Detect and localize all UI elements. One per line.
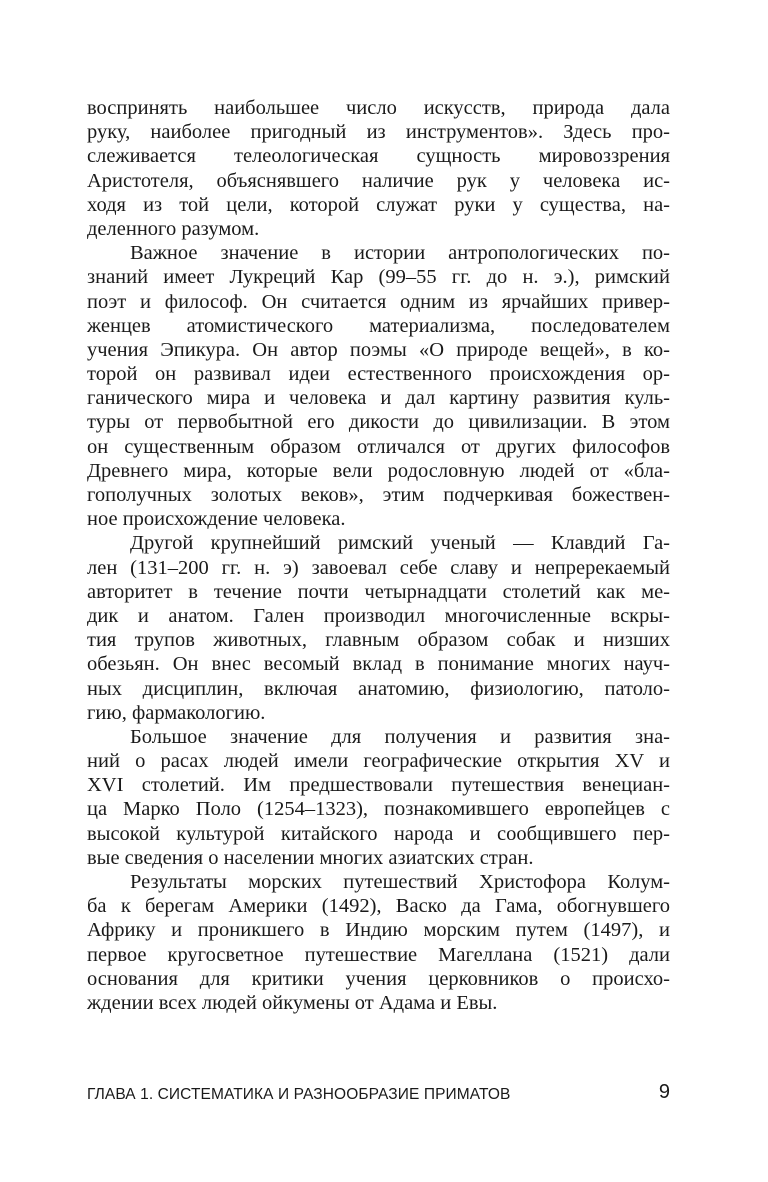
text-line: туры от первобытной его дикости до цивилизации. В этом — [87, 411, 670, 434]
text-line: Африку и проникшего в Индию морским путем (1497), и — [87, 919, 670, 942]
text-line: ждении всех людей ойкумены от Адама и Евы. — [87, 991, 498, 1014]
text-line: XVI столетий. Им предшествовали путешествия венециан- — [87, 774, 670, 797]
text-line: дик и анатом. Гален производил многочисленные вскры- — [87, 604, 670, 627]
text-line: основания для критики учения церковников о происхо- — [87, 967, 670, 990]
text-line: Древнего мира, которые вели родословную людей от «бла- — [87, 459, 670, 482]
text-line: ца Марко Поло (1254–1323), познакомившего европейцев с — [87, 798, 670, 821]
text-line: авторитет в течение почти четырнадцати столетий как ме- — [87, 580, 670, 603]
text-line: слеживается телеологическая сущность мировоззрения — [87, 145, 670, 168]
text-line: лен (131–200 гг. н. э) завоевал себе славу и непререкаемый — [87, 556, 670, 579]
text-line: обезьян. Он внес весомый вклад в понимание многих науч- — [87, 653, 670, 676]
text-line: ходя из той цели, которой служат руки у существа, на- — [87, 193, 670, 216]
running-footer-chapter-title: ГЛАВА 1. СИСТЕМАТИКА И РАЗНООБРАЗИЕ ПРИМАТОВ — [87, 1086, 511, 1103]
text-line: Результаты морских путешествий Христофора Колум- — [130, 871, 670, 893]
text-line: гополучных золотых веков», этим подчеркивая божествен- — [87, 484, 670, 506]
page-body — [87, 96, 670, 1015]
text-line: поэт и философ. Он считается одним из ярчайших привер- — [87, 290, 670, 313]
text-line: Другой крупнейший римский ученый — Клавдий Га- — [130, 532, 670, 555]
text-line: воспринять наибольшее число искусств, природа дала — [87, 97, 670, 119]
text-line: знаний имеет Лукреций Кар (99–55 гг. до н. э.), римский — [87, 266, 670, 289]
text-line: учения Эпикура. Он автор поэмы «О природе вещей», в ко- — [87, 338, 670, 361]
text-line: первое кругосветное путешествие Магеллана (1521) дали — [87, 943, 670, 966]
text-line: высокой культурой китайского народа и сообщившего пер- — [87, 822, 670, 845]
text-line: ных дисциплин, включая анатомию, физиологию, патоло- — [87, 677, 670, 700]
page-number: 9 — [658, 1081, 670, 1103]
text-line: Большое значение для получения и развития зна- — [130, 725, 670, 748]
text-line: женцев атомистического материализма, последователем — [87, 314, 670, 337]
text-line: ба к берегам Америки (1492), Васко да Гама, обогнувшего — [87, 895, 670, 918]
text-line: деленного разумом. — [87, 217, 260, 240]
text-line: гию, фармакологию. — [87, 701, 266, 724]
text-line: ний о расах людей имели географические открытия XV и — [87, 750, 670, 773]
text-line: тия трупов животных, главным образом собак и низших — [87, 629, 670, 652]
text-line: руку, наиболее пригодный из инструментов». Здесь про- — [87, 121, 670, 144]
text-line: Важное значение в истории антропологических по- — [130, 242, 670, 265]
text-line: торой он развивал идеи естественного происхождения ор- — [87, 363, 670, 386]
text-line: Аристотеля, объяснявшего наличие рук у человека ис- — [87, 169, 670, 192]
text-line: ганического мира и человека и дал картину развития куль- — [87, 387, 670, 410]
text-line: ное происхождение человека. — [87, 508, 346, 531]
text-line: вые сведения о населении многих азиатских стран. — [87, 846, 534, 869]
text-line: он существенным образом отличался от других философов — [87, 435, 670, 458]
